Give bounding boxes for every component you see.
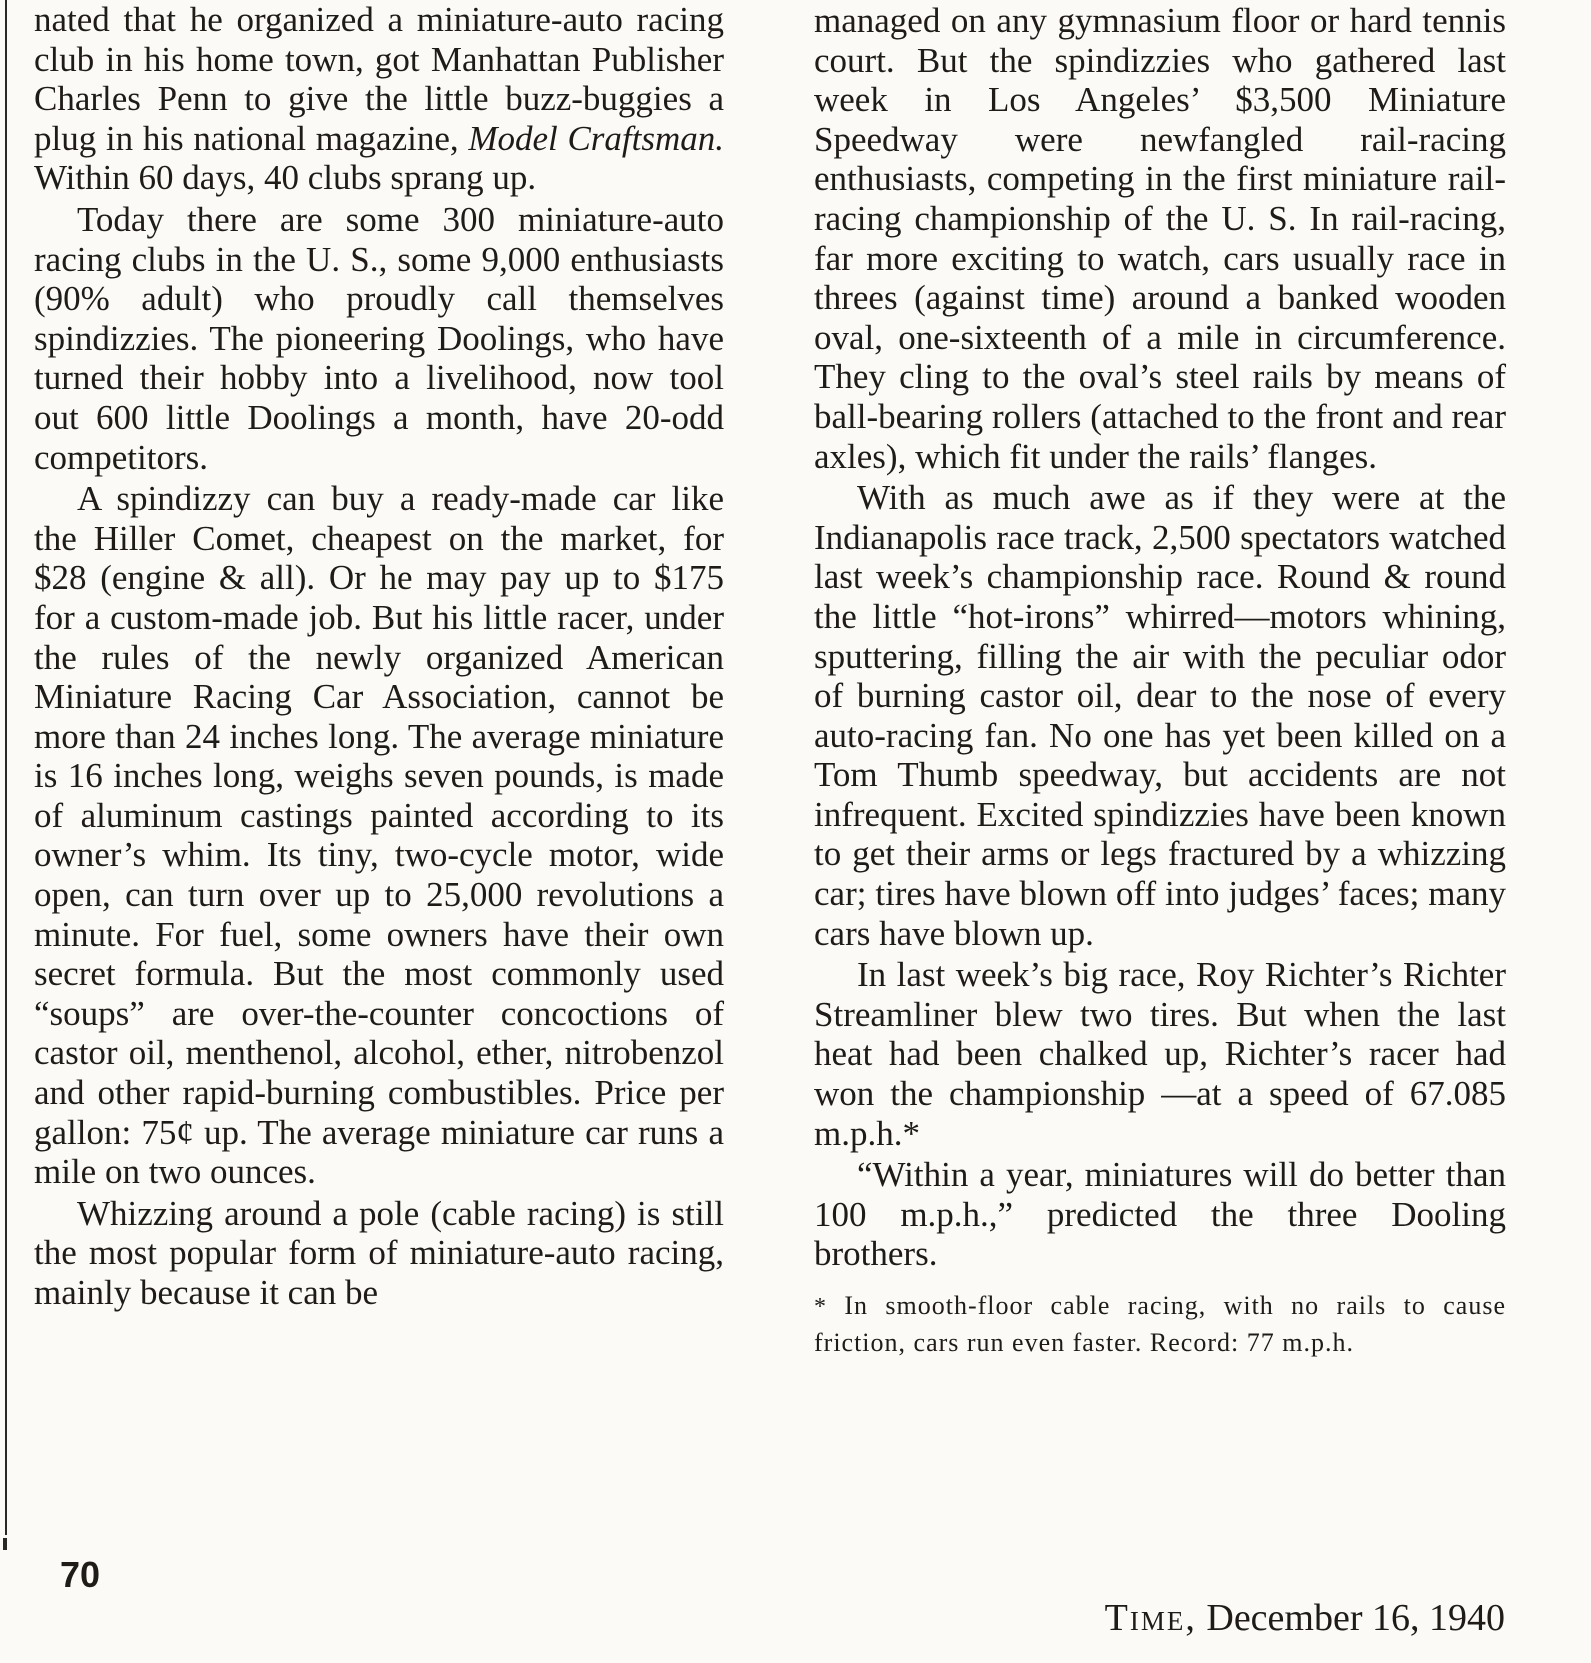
paragraph: With as much awe as if they were at the Indianapolis race track, 2,500 spectators watched last week’s championship race. Round & round the little “hot-irons” whirred—motors whining, sputtering, filling the air with the peculiar odor of burning castor oil, dear to the nose of every auto-racing fan. No one has yet been killed on a Tom Thumb speedway, but accidents are not infrequent. Excited spindizzies have been known to get their arms or legs fractured by a whizzing car; tires have blown off into judges’ faces; many cars have blown up.: [814, 478, 1506, 953]
rule-tick: [3, 1538, 7, 1550]
page-number: 70: [60, 1554, 101, 1595]
magazine-name: Time,: [1104, 1597, 1197, 1639]
paragraph-text: nated that he organized a miniature-auto racing club in his home town, got Manhattan Publisher Charles Penn to give the little buzz-buggies a plug in his national magazine,: [34, 0, 724, 158]
paragraph: “Within a year, miniatures will do better than 100 m.p.h.,” predicted the three Dooling brothers.: [814, 1155, 1506, 1274]
running-footer: [1005, 1596, 1505, 1640]
paragraph: [34, 0, 724, 198]
right-column: [814, 0, 1506, 1360]
paragraph: A spindizzy can buy a ready-made car like the Hiller Comet, cheapest on the market, for $28 (engine & all). Or he may pay up to $175 for a custom-made job. But his little racer, under the rules of the newly organized American Miniature Racing Car Association, cannot be more than 24 inches long. The average miniature is 16 inches long, weighs seven pounds, is made of aluminum castings painted according to its owner’s whim. Its tiny, two-cycle motor, wide open, can turn over up to 25,000 revolutions a minute. For fuel, some owners have their own secret formula. But the most commonly used “soups” are over-the-counter concoctions of castor oil, menthenol, alcohol, ether, nitrobenzol and other rapid-burning combustibles. Price per gallon: 75¢ up. The average miniature car runs a mile on two ounces.: [34, 479, 724, 1192]
column-rule: [5, 0, 7, 1535]
footnote: [814, 1288, 1506, 1360]
paragraph-text: Within 60 days, 40 clubs sprang up.: [34, 158, 537, 198]
footnote-text: In smooth-floor cable racing, with no rails to cause friction, cars run even faster. Record: 77 m.p.h.: [814, 1291, 1506, 1357]
paragraph: Whizzing around a pole (cable racing) is still the most popular form of miniature-auto racing, mainly because it can be: [34, 1193, 724, 1312]
paragraph: Today there are some 300 miniature-auto racing clubs in the U. S., some 9,000 enthusiasts (90% adult) who proudly call themselves spindizzies. The pioneering Doolings, who have turned their hobby into a livelihood, now tool out 600 little Doolings a month, have 20-odd competitors.: [34, 199, 724, 477]
paragraph: In last week’s big race, Roy Richter’s Richter Streamliner blew two tires. But when the last heat had been chalked up, Richter’s racer had won the championship —at a speed of 67.085 m.p.h.*: [814, 955, 1506, 1153]
magazine-title: Model Craftsman.: [468, 118, 725, 158]
paragraph: managed on any gymnasium floor or hard tennis court. But the spindizzies who gathered last week in Los Angeles’ $3,500 Miniature Speedway were newfangled rail-racing enthusiasts, competing in the first miniature rail-racing championship of the U. S. In rail-racing, far more exciting to watch, cars usually race in threes (against time) around a banked wooden oval, one-sixteenth of a mile in circumference. They cling to the oval’s steel rails by means of ball-bearing rollers (attached to the front and rear axles), which fit under the rails’ flanges.: [814, 1, 1506, 476]
issue-date: December 16, 1940: [1206, 1597, 1505, 1639]
left-column: [34, 0, 724, 1313]
footnote-mark: *: [814, 1294, 827, 1320]
